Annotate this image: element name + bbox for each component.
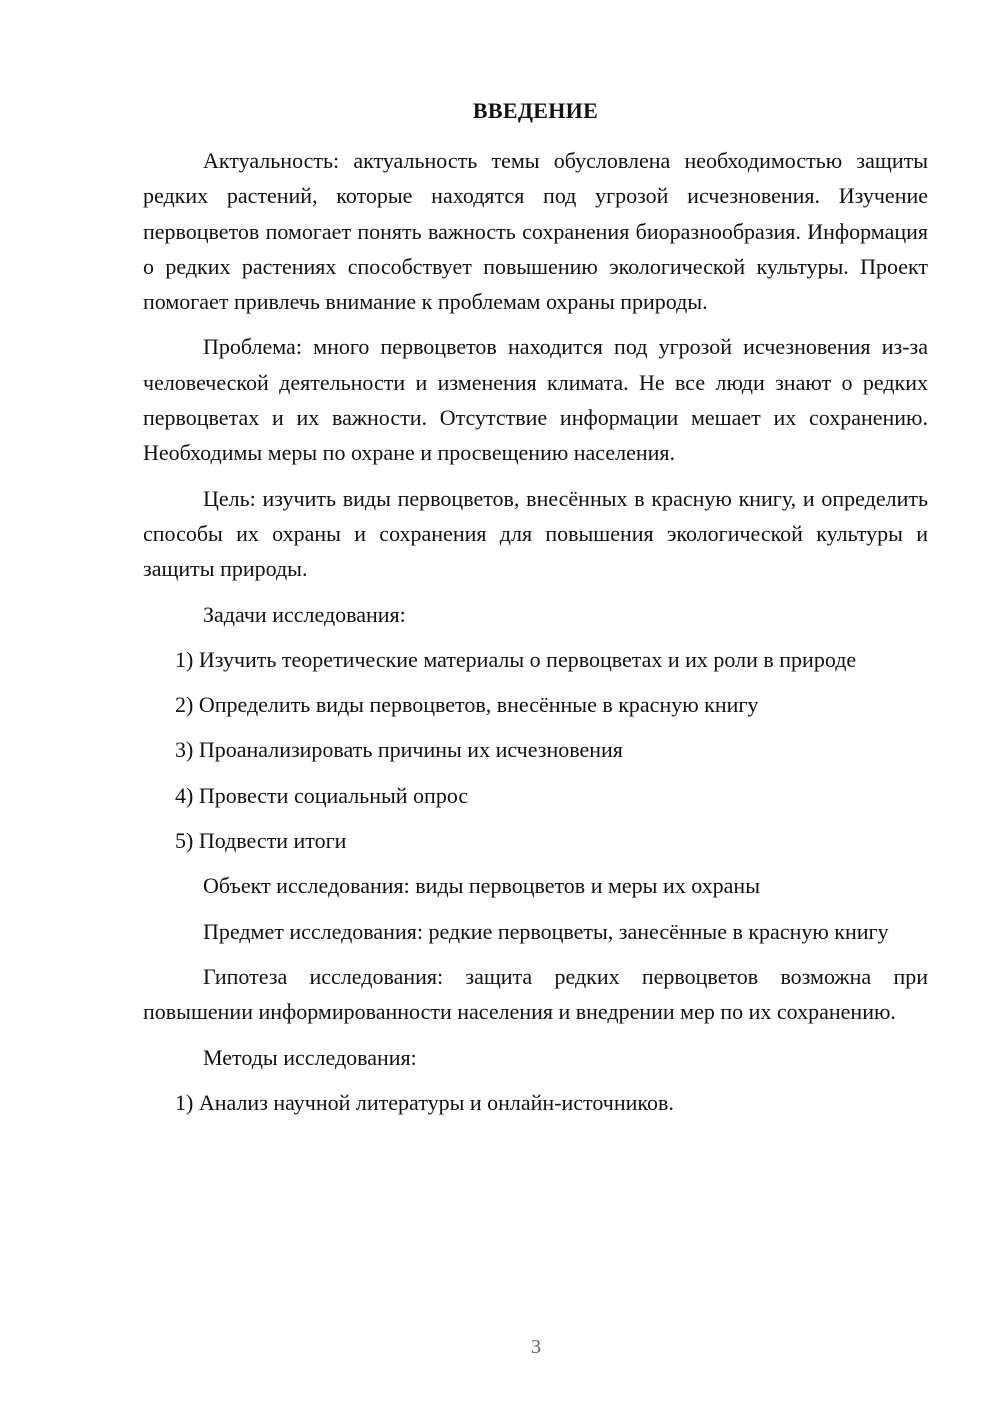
task-item-1: 1) Изучить теоретические материалы о первоцветах и их роли в природе (175, 646, 857, 672)
methods-heading: Методы исследования: (203, 1044, 417, 1070)
task-item-2: 2) Определить виды первоцветов, внесённые в красную книгу (175, 692, 759, 718)
relevance-paragraph: Актуальность: актуальность темы обусловлена необходимостью защиты редких растений, которые находятся под угрозой исчезновения. Изучение первоцветов помогает понять важность сохранения биоразнообразия. Информация о редких растениях способствует повышению экологической культуры. Проект помогает привлечь внимание к проблемам охраны природы. (143, 148, 928, 315)
task-item-4: 4) Провести социальный опрос (175, 782, 469, 808)
object-paragraph: Объект исследования: виды первоцветов и меры их охраны (203, 873, 760, 899)
page-title: ВВЕДЕНИЕ (472, 98, 599, 123)
subject-paragraph: Предмет исследования: редкие первоцветы, занесённые в красную книгу (203, 918, 889, 944)
goal-paragraph: Цель: изучить виды первоцветов, внесённых в красную книгу, и определить способы их охраны и сохранения для повышения экологической культуры и защиты природы. (143, 485, 928, 582)
task-item-3: 3) Проанализировать причины их исчезновения (175, 737, 623, 763)
page-number: 3 (531, 1336, 541, 1358)
tasks-heading: Задачи исследования: (203, 601, 406, 627)
task-item-5: 5) Подвести итоги (175, 828, 347, 854)
hypothesis-paragraph: Гипотеза исследования: защита редких первоцветов возможна при повышении информированности населения и внедрении мер по их сохранению. (143, 963, 928, 1025)
problem-paragraph: Проблема: много первоцветов находится под угрозой исчезновения из-за человеческой деятельности и изменения климата. Не все люди знают о редких первоцветах и их важности. Отсутствие информации мешает их сохранению. Необходимы меры по охране и просвещению населения. (143, 334, 928, 466)
method-item-1: 1) Анализ научной литературы и онлайн-источников. (175, 1089, 674, 1115)
document-body (143, 143, 928, 1120)
